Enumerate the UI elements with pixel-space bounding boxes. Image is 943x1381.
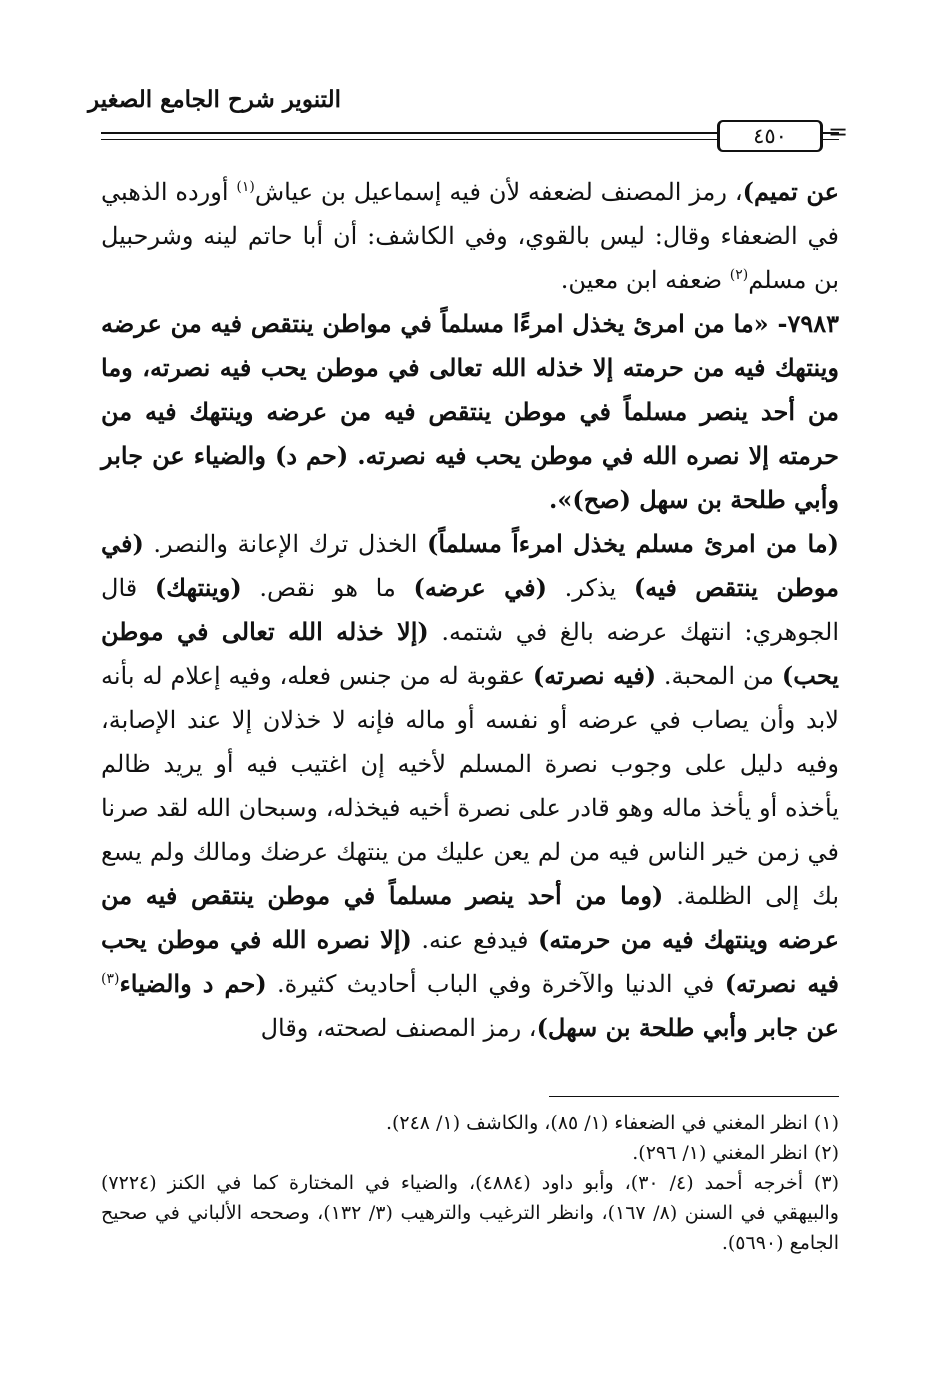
footnote-ref-3[interactable]: (٣) xyxy=(101,971,120,987)
paragraph-1: عن تميم)، رمز المصنف لضعفه لأن فيه إسماعيل بن عياش$^{(١)}$ أورده الذهبي في الضعفاء وقال: ليس بالقوي، وفي الكاشف: أن أبا حاتم لينه وشرحبيل بن مسلم$^{(٢)}$ ضعفه ابن معين. xyxy=(101,177,839,294)
page-number: ٤٥٠ xyxy=(717,120,823,152)
page-number-dash: = xyxy=(828,118,849,146)
footnote-separator xyxy=(549,1096,839,1097)
main-text xyxy=(101,170,839,1050)
footnote-ref-2[interactable]: (٢) xyxy=(729,267,749,283)
footnotes xyxy=(101,1108,839,1258)
footnote-1: (١) انظر المغني في الضعفاء (١/ ٨٥)، والكاشف (١/ ٢٤٨). xyxy=(385,1112,839,1134)
hadith-7983 xyxy=(101,302,839,522)
running-title: التنوير شرح الجامع الصغير xyxy=(88,86,341,113)
footnote-2: (٢) انظر المغني (١/ ٢٩٦). xyxy=(632,1142,839,1164)
footnote-ref-1[interactable]: (١) xyxy=(236,179,255,195)
hadith-number: ٧٩٨٣- xyxy=(768,309,839,338)
commentary-paragraph: (ما من امرئ مسلم يخذل امرءاً مسلماً) الخذل ترك الإعانة والنصر. (في موطن ينتقص فيه) يذكر. (في عرضه) ما هو نقص. (وينتهك) قال الجوهري: انتهك عرضه بالغ في شتمه. (إلا خذله الله تعالى في موطن يحب) من المحبة. (فيه نصرته) عقوبة له من جنس فعله، وفيه إعلام له بأنه لابد وأن يصاب في عرضه أو نفسه أو ماله فإنه لا خذلان إلا عند الإصابة، وفيه دليل على وجوب نصرة المسلم لأخيه إن اغتيب فيه أو يريد ظالم يأخذه أو يأخذ ماله وهو قادر على نصرة أخيه فيخذله، وسبحان الله لقد صرنا في زمن خير الناس فيه من لم يعن عليك من ينتهك عرضك ومالك ولم يسع بك إلى الظلمة. (وما من أحد ينصر مسلماً في موطن ينتقص فيه من عرضه وينتهك فيه من حرمته) فيدفع عنه. (إلا نصره الله في موطن يحب فيه نصرته) في الدنيا والآخرة وفي الباب أحاديث كثيرة. (حم د والضياء$^{(٣)}$ عن جابر وأبي طلحة بن سهل)، رمز المصنف لصحته، وقال xyxy=(101,529,840,1042)
hadith-text: «ما من امرئ يخذل امرءًا مسلماً في مواطن ينتقص فيه من عرضه وينتهك فيه من حرمته إلا خذله الله تعالى في موطن يحب فيه نصرته، وما من أحد ينصر مسلماً في موطن ينتقص فيه من عرضه وينتهك فيه من حرمته إلا نصره الله في موطن يحب فيه نصرته. (حم د) والضياء عن جابر وأبي طلحة بن سهل (صح)». xyxy=(101,309,839,514)
footnote-3: (٣) أخرجه أحمد (٤/ ٣٠)، وأبو داود (٤٨٨٤)، والضياء في المختارة كما في الكنز (٧٢٢٤) والبيهقي في السنن (٨/ ١٦٧)، وانظر الترغيب والترهيب (٣/ ١٣٢)، وصححه الألباني في صحيح الجامع (٥٦٩٠). xyxy=(101,1172,839,1254)
